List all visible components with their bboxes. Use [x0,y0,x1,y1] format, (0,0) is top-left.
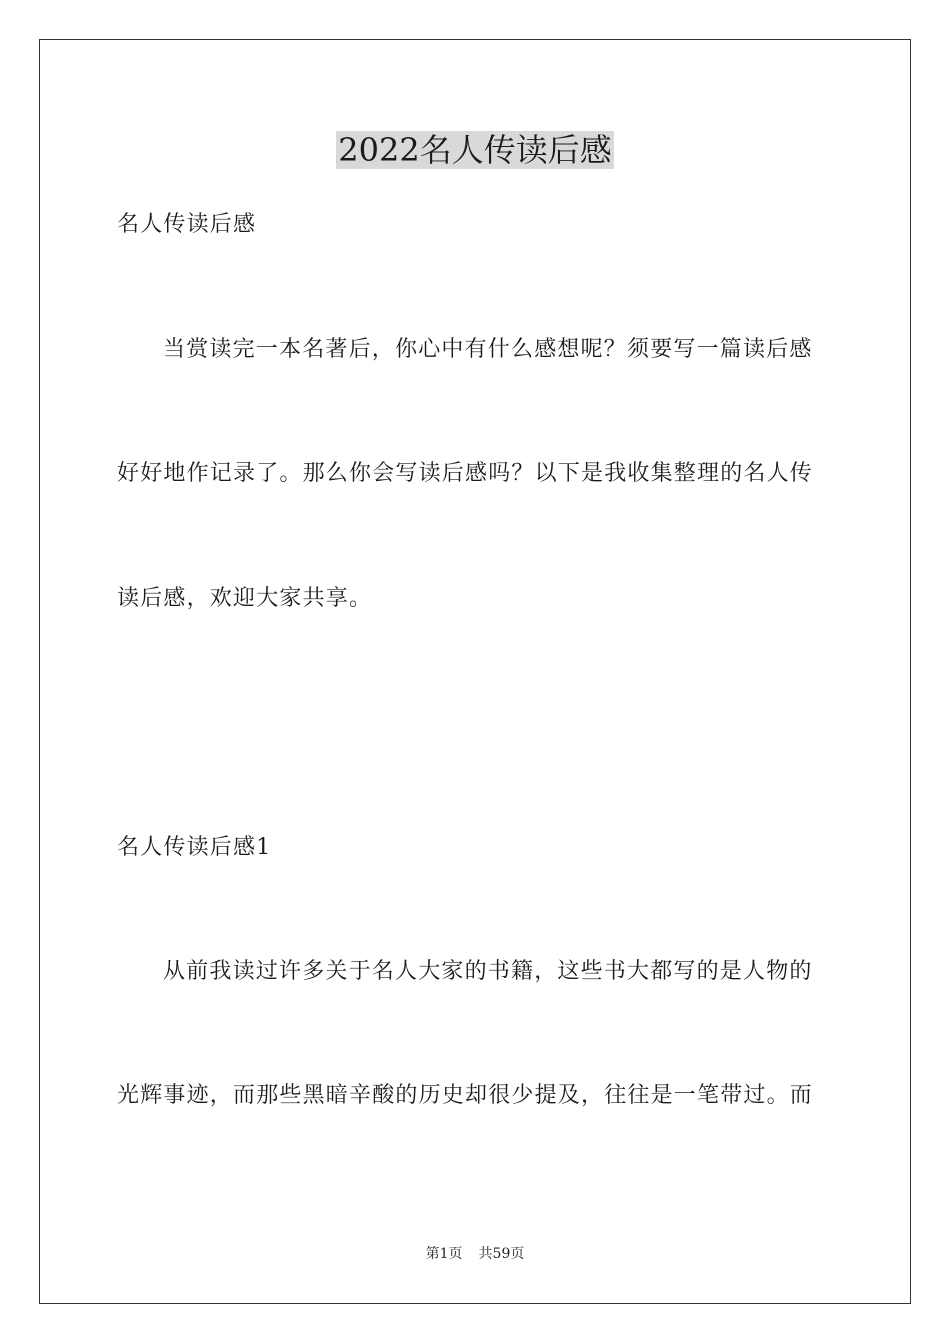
paragraph-line: 读后感，欢迎大家共享。 [117,586,373,611]
paragraph-line: 光辉事迹，而那些黑暗辛酸的历史却很少提及，往往是一笔带过。而 [117,1083,814,1108]
subtitle: 名人传读后感 [117,212,257,237]
document-title [0,128,950,172]
page-footer [0,1244,950,1264]
document-title-text: 2022名人传读后感 [338,131,612,169]
section-heading: 名人传读后感1 [117,835,272,860]
paragraph-line: 当赏读完一本名著后，你心中有什么感想呢？须要写一篇读后感 [163,337,813,362]
page-number: 第1页 [425,1246,463,1262]
paragraph-line: 好好地作记录了。那么你会写读后感吗？以下是我收集整理的名人传 [117,461,814,486]
page-total: 共59页 [478,1246,525,1262]
paragraph-line: 从前我读过许多关于名人大家的书籍，这些书大都写的是人物的 [163,959,813,984]
